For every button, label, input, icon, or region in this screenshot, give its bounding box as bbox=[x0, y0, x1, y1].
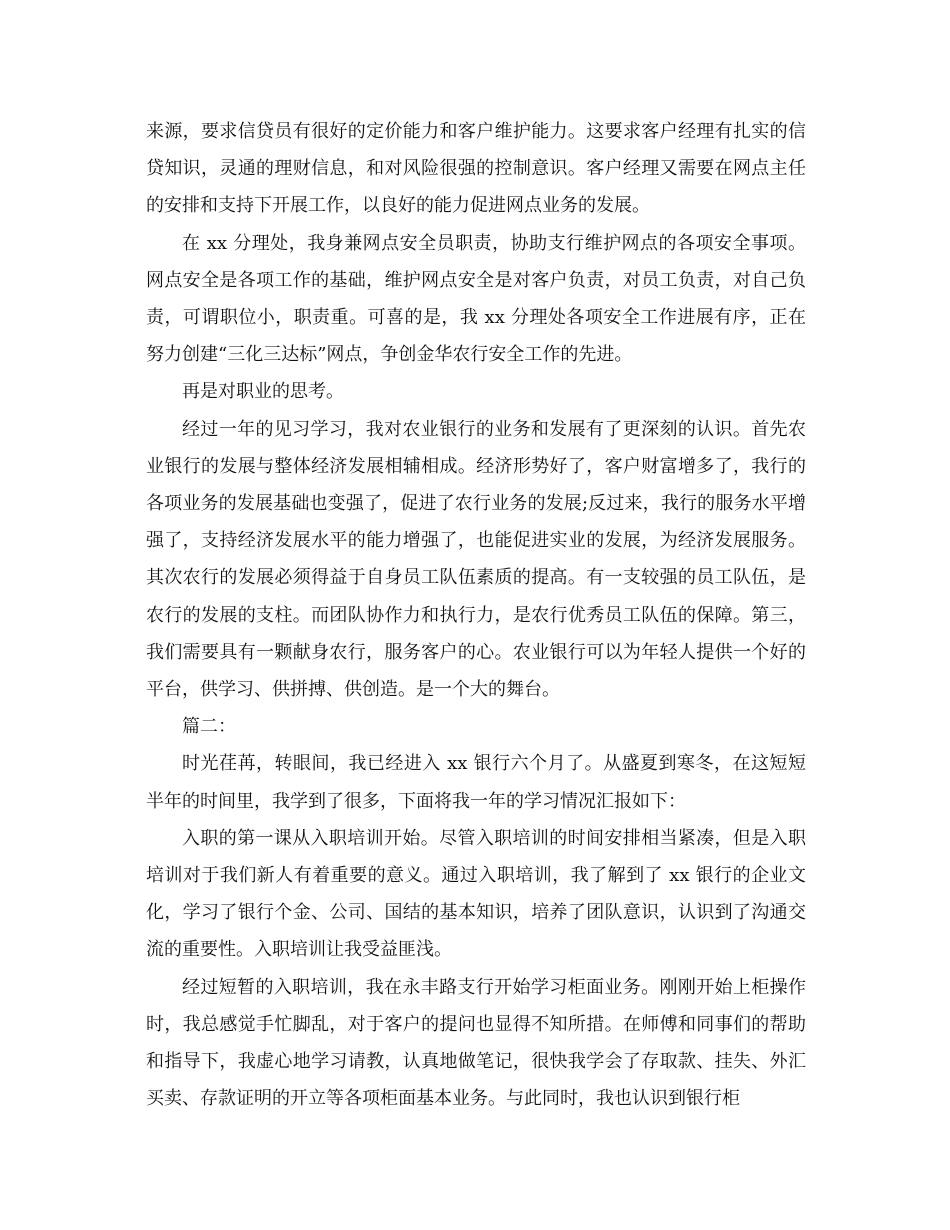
paragraph-3: 再是对职业的思考。 bbox=[182, 381, 344, 403]
paragraph-2: 在 xx 分理处，我身兼网点安全员职责，协助支行维护网点的各项安全事项。网点安全是各项工作的基础，维护网点安全是对客户负责，对员工负责，对自己负责，可谓职位小，职责重。可喜的是，我 xx 分理处各项安全工作进展有序，正在努力创建“三化三达标”网点，争创金华农行安全工作的先进。 bbox=[146, 232, 806, 366]
document-body bbox=[146, 113, 806, 1117]
paragraph-1: 来源，要求信贷员有很好的定价能力和客户维护能力。这要求客户经理有扎实的信贷知识，灵通的理财信息，和对风险很强的控制意识。客户经理又需要在网点主任的安排和支持下开展工作，以良好的能力促进网点业务的发展。 bbox=[146, 121, 806, 217]
paragraph-4: 经过一年的见习学习，我对农业银行的业务和发展有了更深刻的认识。首先农业银行的发展与整体经济发展相辅相成。经济形势好了，客户财富增多了，我行的各项业务的发展基础也变强了，促进了农行业务的发展;反过来，我行的服务水平增强了，支持经济发展水平的能力增强了，也能促进实业的发展，为经济发展服务。其次农行的发展必须得益于自身员工队伍素质的提高。有一支较强的员工队伍，是农行的发展的支柱。而团队协作力和执行力，是农行优秀员工队伍的保障。第三，我们需要具有一颗献身农行，服务客户的心。农业银行可以为年轻人提供一个好的平台，供学习、供拼搏、供创造。是一个大的舞台。 bbox=[146, 418, 806, 701]
paragraph-6: 入职的第一课从入职培训开始。尽管入职培训的时间安排相当紧凑，但是入职培训对于我们新人有着重要的意义。通过入职培训，我了解到了 xx 银行的企业文化，学习了银行个金、公司、国结的基本知识，培养了团队意识，认识到了沟通交流的重要性。入职培训让我受益匪浅。 bbox=[146, 827, 806, 961]
section-heading-part-two: 篇二： bbox=[182, 716, 236, 738]
paragraph-7: 经过短暂的入职培训，我在永丰路支行开始学习柜面业务。刚刚开始上柜操作时，我总感觉手忙脚乱，对于客户的提问也显得不知所措。在师傅和同事们的帮助和指导下，我虚心地学习请教，认真地做笔记，很快我学会了存取款、挂失、外汇买卖、存款证明的开立等各项柜面基本业务。与此同时，我也认识到银行柜 bbox=[146, 976, 806, 1110]
paragraph-5: 时光荏苒，转眼间，我已经进入 xx 银行六个月了。从盛夏到寒冬，在这短短半年的时间里，我学到了很多，下面将我一年的学习情况汇报如下： bbox=[146, 753, 806, 812]
